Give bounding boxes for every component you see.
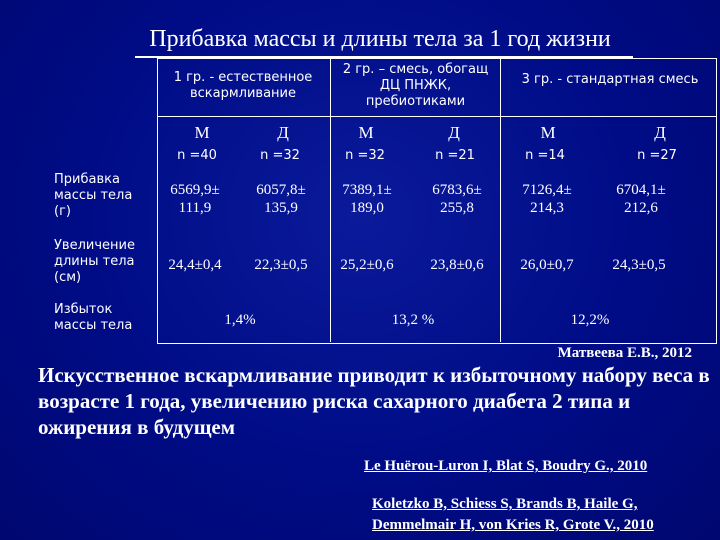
group-header-3: 3 гр. - стандартная смесь [521,72,699,87]
citation-koletzko-line2: Demmelmair H, von Kries R, Grote V., 2010 [372,517,654,533]
citation-koletzko-line1: Koletzko B, Schiess S, Brands B, Haile G, [372,496,638,512]
excess-mass-value: 13,2 % [391,312,435,328]
count-label: n =14 [525,148,565,163]
count-label: n =32 [260,148,300,163]
mass-gain-value: 6783,6± 255,8 [432,182,482,216]
mass-gain-value: 6057,8± 135,9 [256,182,306,216]
row-label-mass-gain: Прибавка массы тела (г) [54,172,133,219]
count-label: n =27 [637,148,677,163]
excess-mass-value: 1,4% [224,312,256,328]
conclusion-statement: Искусственное вскармливание приводит к избыточному набору веса в возрасте 1 года, увеличению риска сахарного диабета 2 типа и ожирения в будущем [38,363,710,439]
sex-label: М [358,123,374,142]
row-label-excess-mass: Избыток массы тела [54,302,133,333]
group-header-1: 1 гр. - естественное вскармливание [173,70,313,101]
mass-gain-value: 7389,1± 189,0 [342,182,392,216]
sex-label: Д [448,123,460,142]
row-label-length-gain: Увеличение длины тела (см) [54,238,135,285]
header-divider [157,116,717,117]
excess-mass-value: 12,2% [570,312,610,328]
group-divider-2 [500,58,501,342]
group-divider-1 [330,58,331,342]
length-gain-value: 24,4±0,4 [168,257,222,273]
count-label: n =40 [177,148,217,163]
sex-label: М [540,123,556,142]
length-gain-value: 22,3±0,5 [254,257,308,273]
length-gain-value: 25,2±0,6 [340,257,394,273]
sex-label: Д [654,123,666,142]
citation-le-huerou-luron: Le Huërou-Luron I, Blat S, Boudry G., 2010 [364,458,648,474]
group-header-2: 2 гр. – смесь, обогащ ДЦ ПНЖК, пребиотиками [342,62,489,109]
citation-matveeva: Матвеева Е.В., 2012 [557,345,692,361]
length-gain-value: 26,0±0,7 [520,257,574,273]
length-gain-value: 24,3±0,5 [612,257,666,273]
count-label: n =32 [345,148,385,163]
length-gain-value: 23,8±0,6 [430,257,484,273]
sex-label: Д [277,123,289,142]
sex-label: М [194,123,210,142]
count-label: n =21 [435,148,475,163]
slide-title: Прибавка массы и длины тела за 1 год жизни [149,26,611,52]
mass-gain-value: 6704,1± 212,6 [616,182,666,216]
mass-gain-value: 6569,9± 111,9 [170,182,220,216]
mass-gain-value: 7126,4± 214,3 [522,182,572,216]
